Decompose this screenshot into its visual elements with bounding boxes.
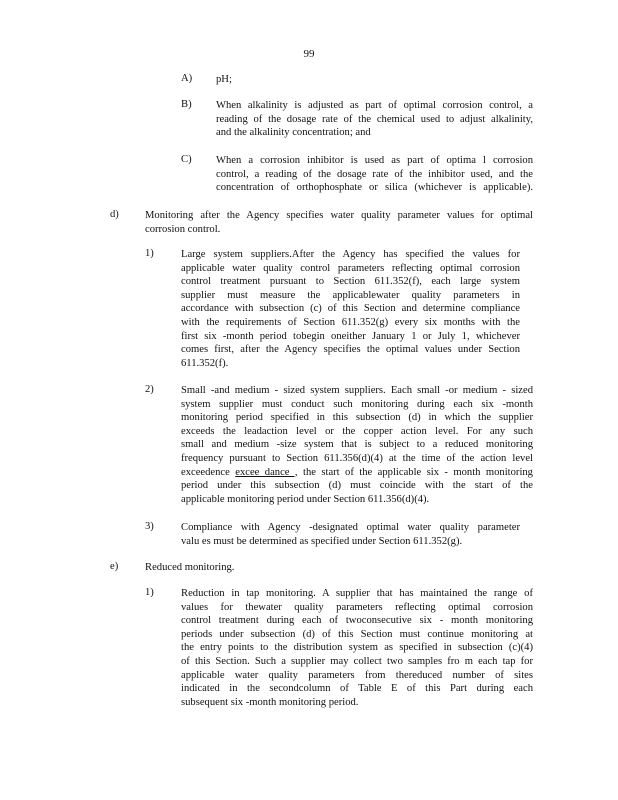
item-label: B) [181, 99, 192, 110]
item-text [216, 154, 533, 195]
text-line: first six -month period tobegin oneither January 1 or July 1, whichever [181, 330, 520, 342]
text-line: Reduction in tap monitoring. A supplier that has maintained the range of [181, 588, 533, 599]
text-line: periods under subsection (d) of this Section must continue monitoring at [181, 628, 533, 640]
text-line: subsequent six -month monitoring period. [181, 696, 359, 708]
text-line: period under this subsection (d) must coincide with the start of the [181, 480, 533, 492]
text-line: concentration of orthophosphate or silica (whichever is applicable). [216, 182, 533, 194]
item-label: C) [181, 154, 192, 165]
text-line: and the alkalinity concentration; and [216, 127, 371, 139]
text-line: Reduced monitoring. [145, 562, 235, 573]
item-text [145, 209, 533, 236]
item-text [145, 561, 345, 575]
text-line: accordance with subsection (c) of this Section and determine compliance [181, 303, 520, 315]
item-label: e) [110, 561, 119, 572]
text-line: small and medium -size system that is subject to a reduced monitoring [181, 439, 533, 451]
text-line: control, a reading of the dosage rate of the inhibitor used, and the [216, 168, 533, 180]
text-line: of this Section. Such a supplier may collect two samples fro m each tap for [181, 655, 533, 667]
item-text [216, 73, 256, 87]
text-line: 611.352(f). [181, 357, 229, 369]
text-line: When a corrosion inhibitor is used as part of optima l corrosion [216, 155, 533, 166]
text-line: comes first, after the Agency specifies the optimal values under Section [181, 344, 520, 356]
underlined-fragment: excee dance , [235, 466, 298, 478]
text-line: indicated in the secondcolumn of Table E of this Part during each [181, 683, 533, 695]
text-line: reading of the dosage rate of the chemical used to adjust alkalinity, [216, 113, 533, 125]
item-label: 3) [145, 521, 154, 532]
text-line: control treatment pursuant to Section 611.352(f), each large system [181, 276, 520, 288]
text-line: the entry points to the distribution system as specified in subsection (c)(4) [181, 642, 533, 654]
item-label: 1) [145, 248, 154, 259]
text-line: with the requirements of Section 611.352(g) every six months with the [181, 316, 520, 328]
text-line: frequency pursuant to Section 611.356(d)(4) at the time of the action level [181, 452, 533, 464]
text-line: Compliance with Agency -designated optimal water quality parameter [181, 522, 520, 533]
text-line: applicable monitoring period under Section 611.356(d)(4). [181, 493, 430, 505]
text-line: values for thewater quality parameters reflecting optimal corrosion [181, 601, 533, 613]
item-text [216, 99, 533, 140]
item-text [181, 384, 533, 506]
text-line: When alkalinity is adjusted as part of optimal corrosion control, a [216, 100, 533, 111]
item-label: 2) [145, 384, 154, 395]
text-line: applicable water quality control parameters reflecting optimal corrosion [181, 262, 520, 274]
text-line: applicable water quality parameters from thereduced number of sites [181, 669, 533, 681]
text-line: Small -and medium - sized system suppliers. Each small -or medium - sized [181, 385, 533, 396]
item-text [181, 587, 533, 709]
text-line: control treatment during each of twoconsecutive six - month monitoring [181, 615, 533, 627]
text-line: supplier must measure the applicablewater quality parameters in [181, 289, 520, 301]
text-line: corrosion control. [145, 223, 221, 235]
text-line: monitoring period specified in this subsection (d) in which the supplier [181, 412, 533, 424]
item-label: d) [110, 209, 119, 220]
text-line: Monitoring after the Agency specifies water quality parameter values for optimal [145, 210, 533, 221]
item-text [181, 248, 520, 370]
page-number: 99 [303, 48, 315, 60]
text-line: Large system suppliers.After the Agency has specified the values for [181, 249, 520, 260]
item-text [181, 521, 520, 548]
item-label: A) [181, 73, 193, 84]
text-line: exceeds the leadaction level or the copper action level. For any such [181, 425, 533, 437]
item-label: 1) [145, 587, 154, 598]
text-line-underlined: exceedence excee dance , the start of the applicable six - month monitoring [181, 466, 533, 478]
text-line: system supplier must conduct such monitoring during each six -month [181, 398, 533, 410]
text-line: pH; [216, 74, 232, 85]
text-line: valu es must be determined as specified under Section 611.352(g). [181, 535, 463, 547]
